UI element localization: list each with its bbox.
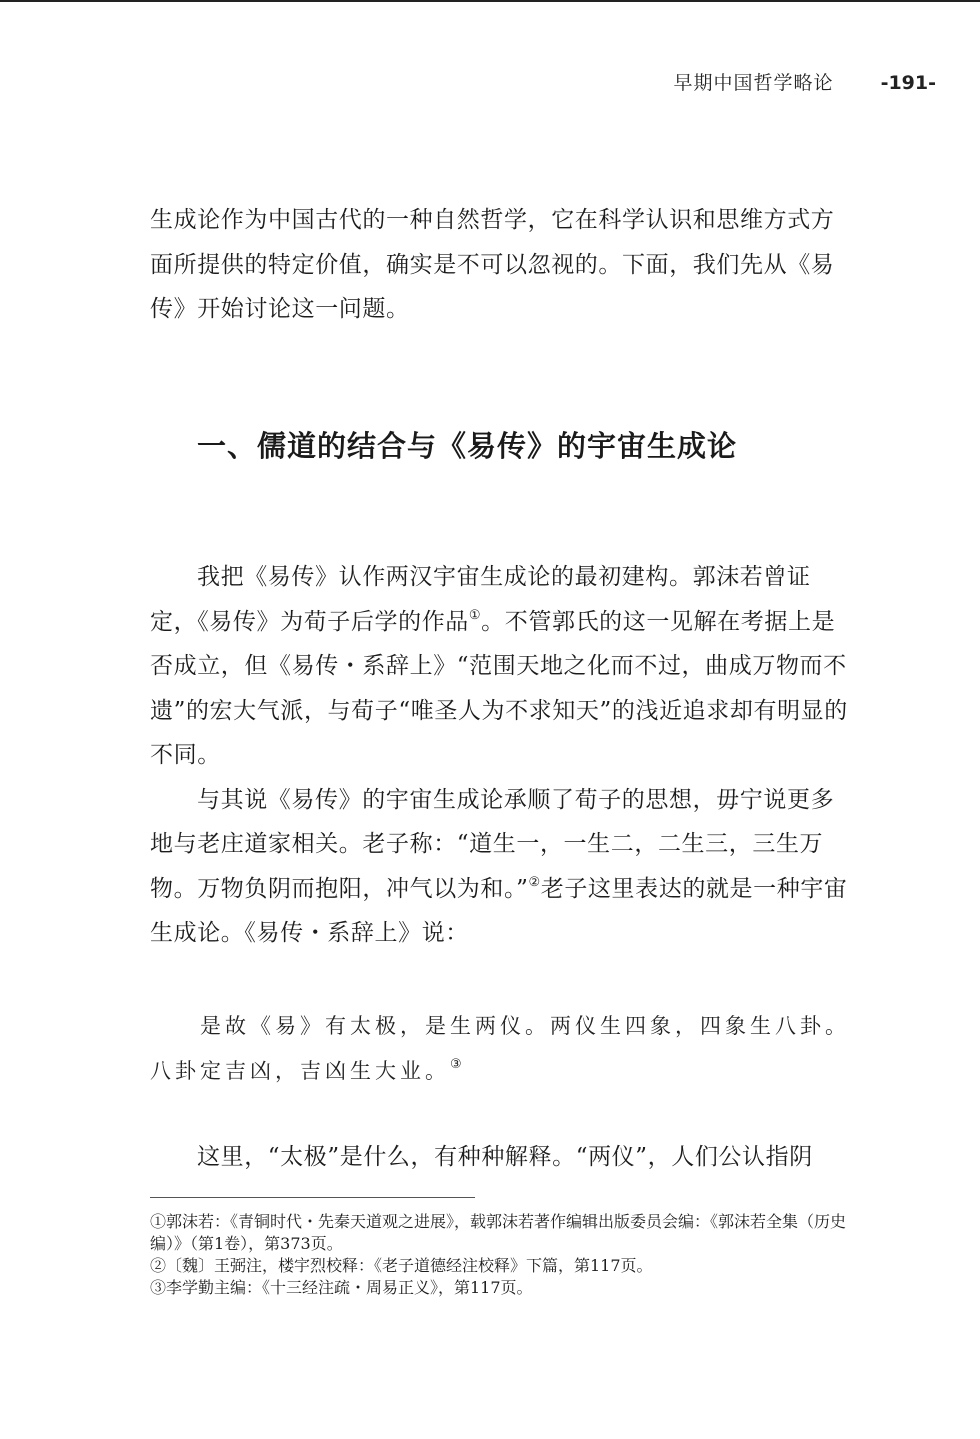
paragraph-1 bbox=[150, 555, 850, 778]
footnote-ref-2: ② bbox=[528, 874, 541, 890]
block-quote-text bbox=[150, 1004, 850, 1094]
footnote-3: ③李学勤主编：《十三经注疏・周易正义》，第117页。 bbox=[150, 1278, 533, 1297]
paragraph-1-part-b: 。不管郭氏的这一见解在考据上是否成立，但《易传・系辞上》“范围天地之化而不过，曲成万物而不遗”的宏大气派，与荀子“唯圣人为不求知天”的浅近追求却有明显的不同。 bbox=[150, 608, 848, 768]
footnotes bbox=[150, 1211, 855, 1299]
paragraph-1-part-a: 我把《易传》认作两汉宇宙生成论的最初建构。郭沫若曾证定，《易传》为荀子后学的作品 bbox=[150, 564, 811, 635]
body-paragraphs bbox=[150, 555, 850, 956]
paragraph-2-part-a: 与其说《易传》的宇宙生成论承顺了荀子的思想，毋宁说更多地与老庄道家相关。老子称：“道生一，一生二，二生三，三生万物。万物负阴而抱阳，冲气以为和。” bbox=[150, 786, 835, 902]
paragraph-2-part-b: 老子这里表达的就是一种宇宙生成论。《易传・系辞上》说： bbox=[150, 875, 848, 946]
quote-text: 是故《易》有太极，是生两仪。两仪生四象，四象生八卦。八卦定吉凶，吉凶生大业。 bbox=[150, 1014, 850, 1083]
paragraph-3: 这里，“太极”是什么，有种种解释。“两仪”，人们公认指阴 bbox=[197, 1144, 813, 1170]
footnote-ref-1: ① bbox=[468, 607, 482, 623]
paragraph-2 bbox=[150, 778, 850, 956]
intro-paragraph bbox=[150, 198, 850, 332]
section-heading: 一、儒道的结合与《易传》的宇宙生成论 bbox=[197, 429, 738, 463]
footnote-ref-3: ③ bbox=[450, 1057, 466, 1072]
footnote-2: ②〔魏〕王弼注，楼宇烈校释：《老子道德经注校释》下篇，第117页。 bbox=[150, 1256, 653, 1275]
running-title: 早期中国哲学略论 bbox=[673, 72, 834, 94]
footnote-1: ①郭沫若：《青铜时代・先秦天道观之进展》，载郭沫若著作编辑出版委员会编：《郭沫若全集（历史编）》（第1卷），第373页。 bbox=[150, 1212, 847, 1253]
intro-paragraph-text: 生成论作为中国古代的一种自然哲学，它在科学认识和思维方式方面所提供的特定价值，确实是不可以忽视的。下面，我们先从《易传》开始讨论这一问题。 bbox=[150, 207, 835, 322]
page-number: -191- bbox=[880, 72, 936, 94]
paragraph-3-block bbox=[150, 1135, 850, 1180]
running-head bbox=[600, 68, 936, 95]
top-rule bbox=[0, 0, 980, 2]
footnote-divider bbox=[150, 1197, 475, 1198]
block-quote bbox=[150, 1004, 850, 1094]
